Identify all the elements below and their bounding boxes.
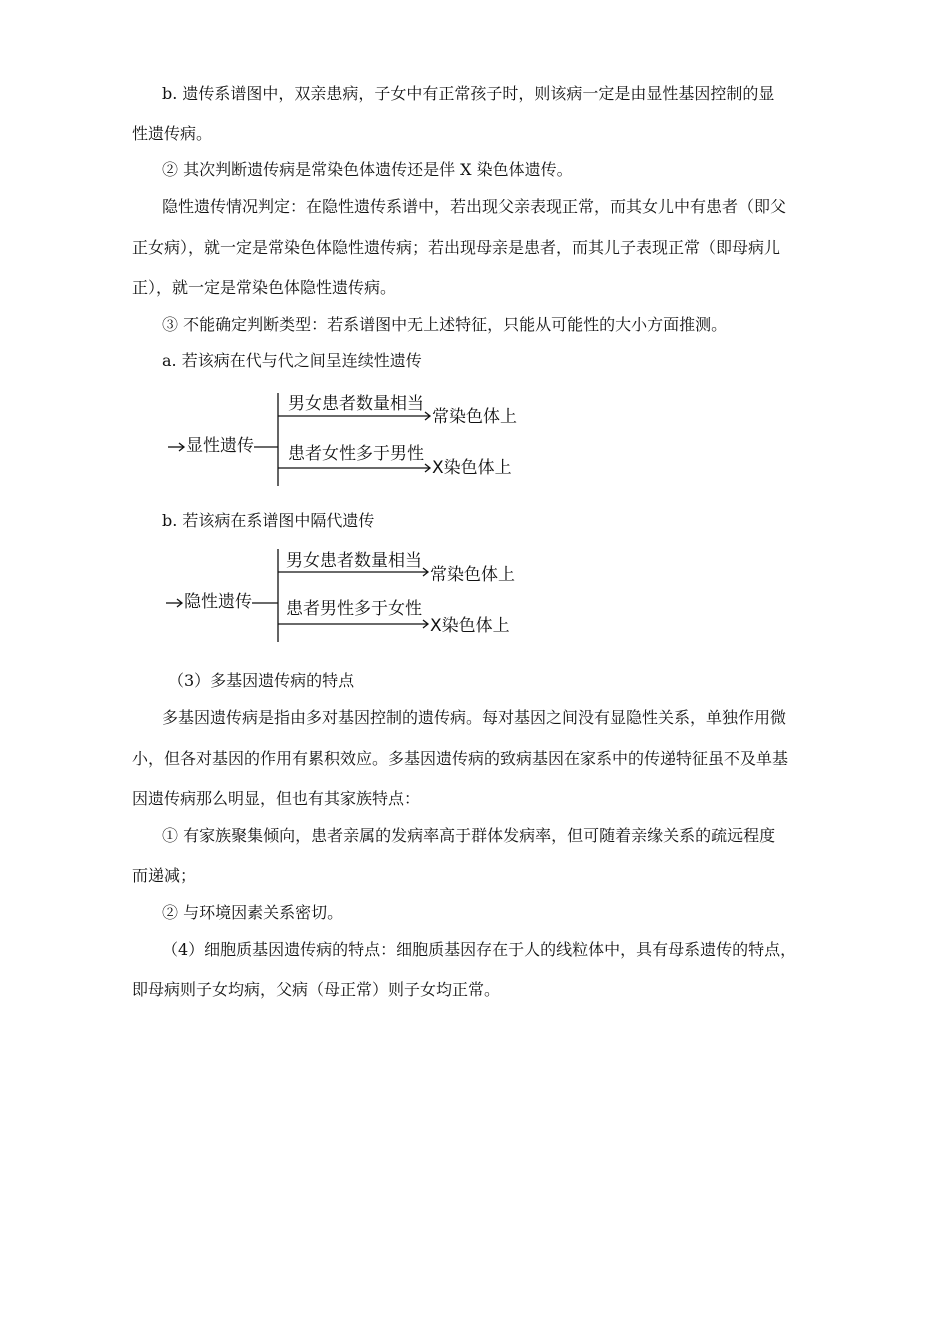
section-heading: （4）细胞质基因遗传病的特点：细胞质基因存在于人的线粒体中，具有母系遗传的特点， — [162, 940, 797, 959]
diagram-result-bottom-label: X染色体上 — [430, 616, 510, 636]
paragraph-line: a. 若该病在代与代之间呈连续性遗传 — [162, 351, 422, 370]
diagram-branch-top-label: 男女患者数量相当 — [288, 394, 424, 414]
paragraph-line: ① 有家族聚集倾向，患者亲属的发病率高于群体发病率，但可随着亲缘关系的疏远程度 — [162, 826, 776, 845]
diagram-result-bottom-label: X染色体上 — [432, 458, 512, 478]
paragraph-line: 小，但各对基因的作用有累积效应。多基因遗传病的致病基因在家系中的传递特征虽不及单基 — [132, 749, 789, 768]
paragraph-line: 而递减； — [132, 866, 197, 885]
diagram-branch-bottom-label: 患者女性多于男性 — [288, 444, 424, 464]
dominant-inheritance-diagram — [160, 390, 540, 498]
paragraph-line: ② 与环境因素关系密切。 — [162, 903, 344, 922]
diagram-root-label: 显性遗传 — [186, 436, 254, 456]
diagram-result-top-label: 常染色体上 — [432, 407, 517, 427]
paragraph-line: ③ 不能确定判断类型：若系谱图中无上述特征，只能从可能性的大小方面推测。 — [162, 315, 728, 334]
recessive-inheritance-diagram — [160, 546, 540, 654]
paragraph-line: 隐性遗传情况判定：在隐性遗传系谱中，若出现父亲表现正常，而其女儿中有患者（即父 — [162, 197, 787, 216]
paragraph-line: 正），就一定是常染色体隐性遗传病。 — [132, 278, 397, 297]
paragraph-line: b. 若该病在系谱图中隔代遗传 — [162, 511, 375, 530]
paragraph-line: b. 遗传系谱图中，双亲患病，子女中有正常孩子时，则该病一定是由显性基因控制的显 — [162, 84, 775, 103]
diagram-branch-bottom-label: 患者男性多于女性 — [286, 599, 422, 619]
section-heading: （3）多基因遗传病的特点 — [168, 671, 355, 690]
paragraph-line: 正女病），就一定是常染色体隐性遗传病；若出现母亲是患者，而其儿子表现正常（即母病儿 — [132, 238, 781, 257]
paragraph-line: ② 其次判断遗传病是常染色体遗传还是伴 X 染色体遗传。 — [162, 160, 573, 179]
diagram-root-label: 隐性遗传 — [184, 592, 252, 612]
paragraph-line: 即母病则子女均病，父病（母正常）则子女均正常。 — [132, 980, 501, 999]
paragraph-line: 多基因遗传病是指由多对基因控制的遗传病。每对基因之间没有显隐性关系，单独作用微 — [162, 708, 787, 727]
diagram-branch-top-label: 男女患者数量相当 — [286, 551, 422, 571]
paragraph-line: 因遗传病那么明显，但也有其家族特点： — [132, 789, 421, 808]
diagram-result-top-label: 常染色体上 — [430, 565, 515, 585]
paragraph-line: 性遗传病。 — [132, 124, 213, 143]
